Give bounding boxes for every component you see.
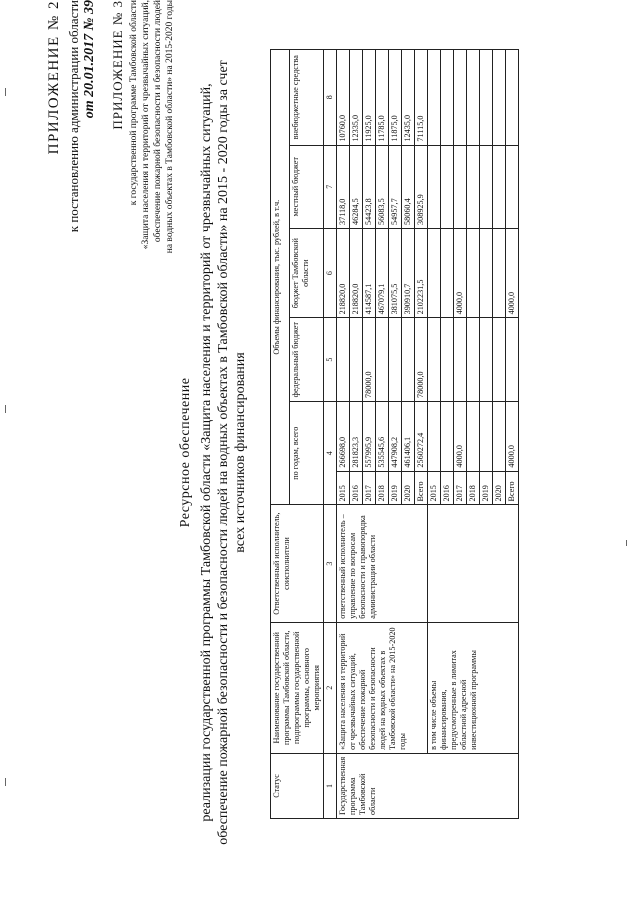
- handwritten-date-number: [82, 0, 98, 905]
- header-status: Статус: [271, 753, 324, 818]
- col-number: 7: [324, 145, 337, 228]
- col-number: 5: [324, 318, 337, 402]
- year-cell: 2016: [441, 471, 454, 505]
- federal-cell: [480, 318, 493, 402]
- year-cell: 2015: [428, 471, 441, 505]
- total-cell: [428, 401, 441, 471]
- program-line: обеспечение пожарной безопасности и безопасности людей: [153, 0, 163, 243]
- federal-cell: [337, 318, 350, 402]
- regional-cell: 4000,0: [506, 228, 519, 317]
- appendix3-title: ПРИЛОЖЕНИЕ № 3: [110, 0, 125, 130]
- local-cell: [493, 145, 506, 228]
- appendix-title: ПРИЛОЖЕНИЕ № 2: [46, 0, 62, 155]
- header-executor: Ответственный исполнитель, соисполнители: [271, 505, 324, 622]
- local-cell: 54957,7: [389, 145, 402, 228]
- program-name-cell: «Защита населения и территорий от чрезвычайных ситуаций, обеспечение пожарной безопасности и безопасности людей на водных объектах в Тамбовской области» на 2015-2020 годы: [337, 622, 428, 753]
- local-cell: 37118,0: [337, 145, 350, 228]
- header-extra: внебюджетные средства: [290, 50, 324, 146]
- year-cell: 2019: [480, 471, 493, 505]
- federal-cell: 78000,0: [415, 318, 428, 402]
- total-cell: 281823,3: [350, 401, 363, 471]
- local-cell: [454, 145, 467, 228]
- regional-cell: 218820,0: [350, 228, 363, 317]
- total-cell: 557995,9: [363, 401, 376, 471]
- extra-cell: [480, 50, 493, 146]
- year-cell: 2020: [493, 471, 506, 505]
- regional-cell: [480, 228, 493, 317]
- total-cell: 4000,0: [454, 401, 467, 471]
- scan-mark: [5, 405, 6, 413]
- col-number: 2: [324, 622, 337, 753]
- year-cell: Всего: [506, 471, 519, 505]
- total-cell: 4000,0: [506, 401, 519, 471]
- federal-cell: [454, 318, 467, 402]
- regional-cell: [493, 228, 506, 317]
- extra-cell: 71115,0: [415, 50, 428, 146]
- federal-cell: [441, 318, 454, 402]
- federal-cell: [350, 318, 363, 402]
- extra-cell: 11875,0: [389, 50, 402, 146]
- federal-cell: [428, 318, 441, 402]
- header-name: Наименование государственной программы Тамбовской области, подпрограммы государственной программы, основного мероприятия: [271, 622, 324, 753]
- scan-mark: [626, 540, 627, 546]
- resolution-reference: к постановлению администрации области: [66, 0, 81, 233]
- total-cell: [493, 401, 506, 471]
- local-cell: [428, 145, 441, 228]
- table-row: [337, 50, 350, 819]
- year-cell: Всего: [415, 471, 428, 505]
- regional-cell: 467079,1: [376, 228, 389, 317]
- federal-cell: [493, 318, 506, 402]
- regional-cell: 381075,5: [389, 228, 402, 317]
- extra-cell: 12435,0: [402, 50, 415, 146]
- extra-cell: [454, 50, 467, 146]
- header-federal: федеральный бюджет: [290, 318, 324, 402]
- year-cell: 2016: [350, 471, 363, 505]
- header-by-year: по годам, всего: [290, 401, 324, 505]
- program-reference: [128, 0, 176, 905]
- col-number: 3: [324, 505, 337, 622]
- resource-table: [270, 49, 519, 819]
- federal-cell: [506, 318, 519, 402]
- col-number: 4: [324, 401, 337, 505]
- extra-cell: 11925,0: [363, 50, 376, 146]
- local-cell: [441, 145, 454, 228]
- local-cell: 56083,5: [376, 145, 389, 228]
- extra-cell: [467, 50, 480, 146]
- local-cell: [506, 145, 519, 228]
- status-cell: Государственная программа Тамбовской области: [337, 753, 519, 818]
- total-cell: 266698,0: [337, 401, 350, 471]
- year-cell: 2015: [337, 471, 350, 505]
- scan-mark: [5, 778, 6, 786]
- local-cell: 46284,5: [350, 145, 363, 228]
- total-cell: [480, 401, 493, 471]
- year-cell: 2018: [376, 471, 389, 505]
- program-line: к государственной программе Тамбовской области: [129, 0, 139, 206]
- number-value: 39: [82, 0, 97, 14]
- col-number: 1: [324, 753, 337, 818]
- executor-cell: ответственный исполнитель – управление по вопросам безопасности и правопорядка администрации области: [337, 505, 428, 622]
- table-header-row: [271, 50, 290, 819]
- year-cell: 2018: [467, 471, 480, 505]
- local-cell: 58060,4: [402, 145, 415, 228]
- total-cell: [467, 401, 480, 471]
- total-cell: 461406,1: [402, 401, 415, 471]
- document-title: Ресурсное обеспечение: [178, 377, 193, 528]
- federal-cell: [389, 318, 402, 402]
- sub-executor-cell: [428, 505, 519, 622]
- header-funding: Объемы финансирования, тыс. рублей, в т.ч.: [271, 50, 290, 505]
- year-cell: 2019: [389, 471, 402, 505]
- program-line: «Защита населения и территорий от чрезвычайных ситуаций,: [141, 0, 151, 250]
- total-cell: [441, 401, 454, 471]
- local-cell: 308925,9: [415, 145, 428, 228]
- header-regional: бюджет Тамбовской области: [290, 228, 324, 317]
- extra-cell: [428, 50, 441, 146]
- col-number: 8: [324, 50, 337, 146]
- regional-cell: 414587,1: [363, 228, 376, 317]
- federal-cell: [376, 318, 389, 402]
- program-line: на водных объектах в Тамбовской области» на 2015-2020 годы: [165, 0, 175, 254]
- local-cell: [467, 145, 480, 228]
- federal-cell: [402, 318, 415, 402]
- header-local: местный бюджет: [290, 145, 324, 228]
- date-value: 20.01.2017: [82, 33, 97, 97]
- regional-cell: 218820,0: [337, 228, 350, 317]
- year-cell: 2017: [454, 471, 467, 505]
- scan-mark: [5, 88, 6, 96]
- regional-cell: [428, 228, 441, 317]
- extra-cell: 12335,0: [350, 50, 363, 146]
- regional-cell: 390910,7: [402, 228, 415, 317]
- extra-cell: 11785,0: [376, 50, 389, 146]
- local-cell: 54423,8: [363, 145, 376, 228]
- total-cell: 447908,2: [389, 401, 402, 471]
- extra-cell: 10760,0: [337, 50, 350, 146]
- local-cell: [480, 145, 493, 228]
- document-subtitle: реализации государственной программы Тамбовской области «Защита населения и территорий от чрезвычайных ситуаций, обеспечение пожарной безопасности и безопасности людей на водных объектах в Тамбовской области» на 2015 - 2020 годы за счет всех источников финансирования: [199, 60, 248, 845]
- col-number: 6: [324, 228, 337, 317]
- regional-cell: 2102231,5: [415, 228, 428, 317]
- regional-cell: 4000,0: [454, 228, 467, 317]
- year-cell: 2020: [402, 471, 415, 505]
- sub-label-cell: в том числе объемы финансирования, предусмотренные в лимитах областной адресной инвестиционной программы: [428, 622, 519, 753]
- regional-cell: [467, 228, 480, 317]
- date-prefix: от: [82, 100, 97, 119]
- column-number-row: [324, 50, 337, 819]
- federal-cell: 78000,0: [363, 318, 376, 402]
- regional-cell: [441, 228, 454, 317]
- extra-cell: [493, 50, 506, 146]
- total-cell: 535545,6: [376, 401, 389, 471]
- federal-cell: [467, 318, 480, 402]
- extra-cell: [506, 50, 519, 146]
- year-cell: 2017: [363, 471, 376, 505]
- extra-cell: [441, 50, 454, 146]
- number-prefix: №: [82, 17, 97, 31]
- table-row: [428, 50, 441, 819]
- total-cell: 2560272,4: [415, 401, 428, 471]
